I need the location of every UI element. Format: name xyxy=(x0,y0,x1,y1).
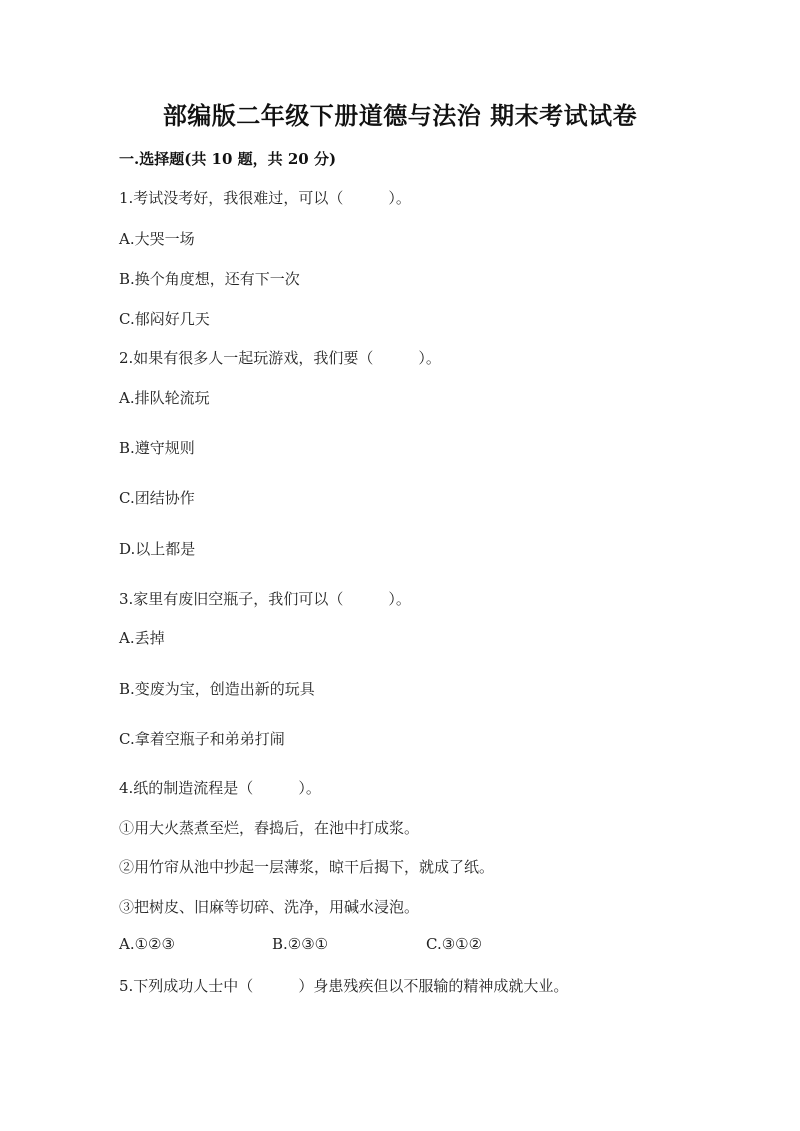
question-4-stem: 4.纸的制造流程是（ ）。 xyxy=(119,779,321,797)
question-4-step-2: ②用竹帘从池中抄起一层薄浆，晾干后揭下，就成了纸。 xyxy=(119,858,495,876)
question-3-option-c: C.拿着空瓶子和弟弟打闹 xyxy=(119,730,285,748)
question-4-step-3: ③把树皮、旧麻等切碎、洗净，用碱水浸泡。 xyxy=(119,898,420,916)
question-3-option-a: A.丢掉 xyxy=(119,629,165,647)
question-1-option-c: C.郁闷好几天 xyxy=(119,310,210,328)
question-2-option-d: D.以上都是 xyxy=(119,540,196,558)
question-1-stem: 1.考试没考好，我很难过，可以（ ）。 xyxy=(119,189,411,207)
section-heading: 一.选择题(共 10 题，共 20 分) xyxy=(119,150,337,168)
question-3-option-b: B.变废为宝，创造出新的玩具 xyxy=(119,680,315,698)
question-1-option-b: B.换个角度想，还有下一次 xyxy=(119,270,300,288)
question-4-option-c: C.③①② xyxy=(426,935,483,953)
question-2-option-b: B.遵守规则 xyxy=(119,439,195,457)
question-4-options xyxy=(119,935,719,957)
question-1-option-a: A.大哭一场 xyxy=(119,230,195,248)
exam-title: 部编版二年级下册道德与法治 期末考试试卷 xyxy=(162,101,638,130)
question-4-step-1: ①用大火蒸煮至烂，舂捣后，在池中打成浆。 xyxy=(119,819,420,837)
question-3-stem: 3.家里有废旧空瓶子，我们可以（ ）。 xyxy=(119,590,411,608)
question-2-stem: 2.如果有很多人一起玩游戏，我们要（ ）。 xyxy=(119,349,441,367)
question-2-option-a: A.排队轮流玩 xyxy=(119,389,210,407)
question-4-option-a: A.①②③ xyxy=(119,935,175,953)
question-2-option-c: C.团结协作 xyxy=(119,489,195,507)
question-5-stem: 5.下列成功人士中（ ）身患残疾但以不服输的精神成就大业。 xyxy=(119,977,569,995)
question-4-option-b: B.②③① xyxy=(272,935,329,953)
